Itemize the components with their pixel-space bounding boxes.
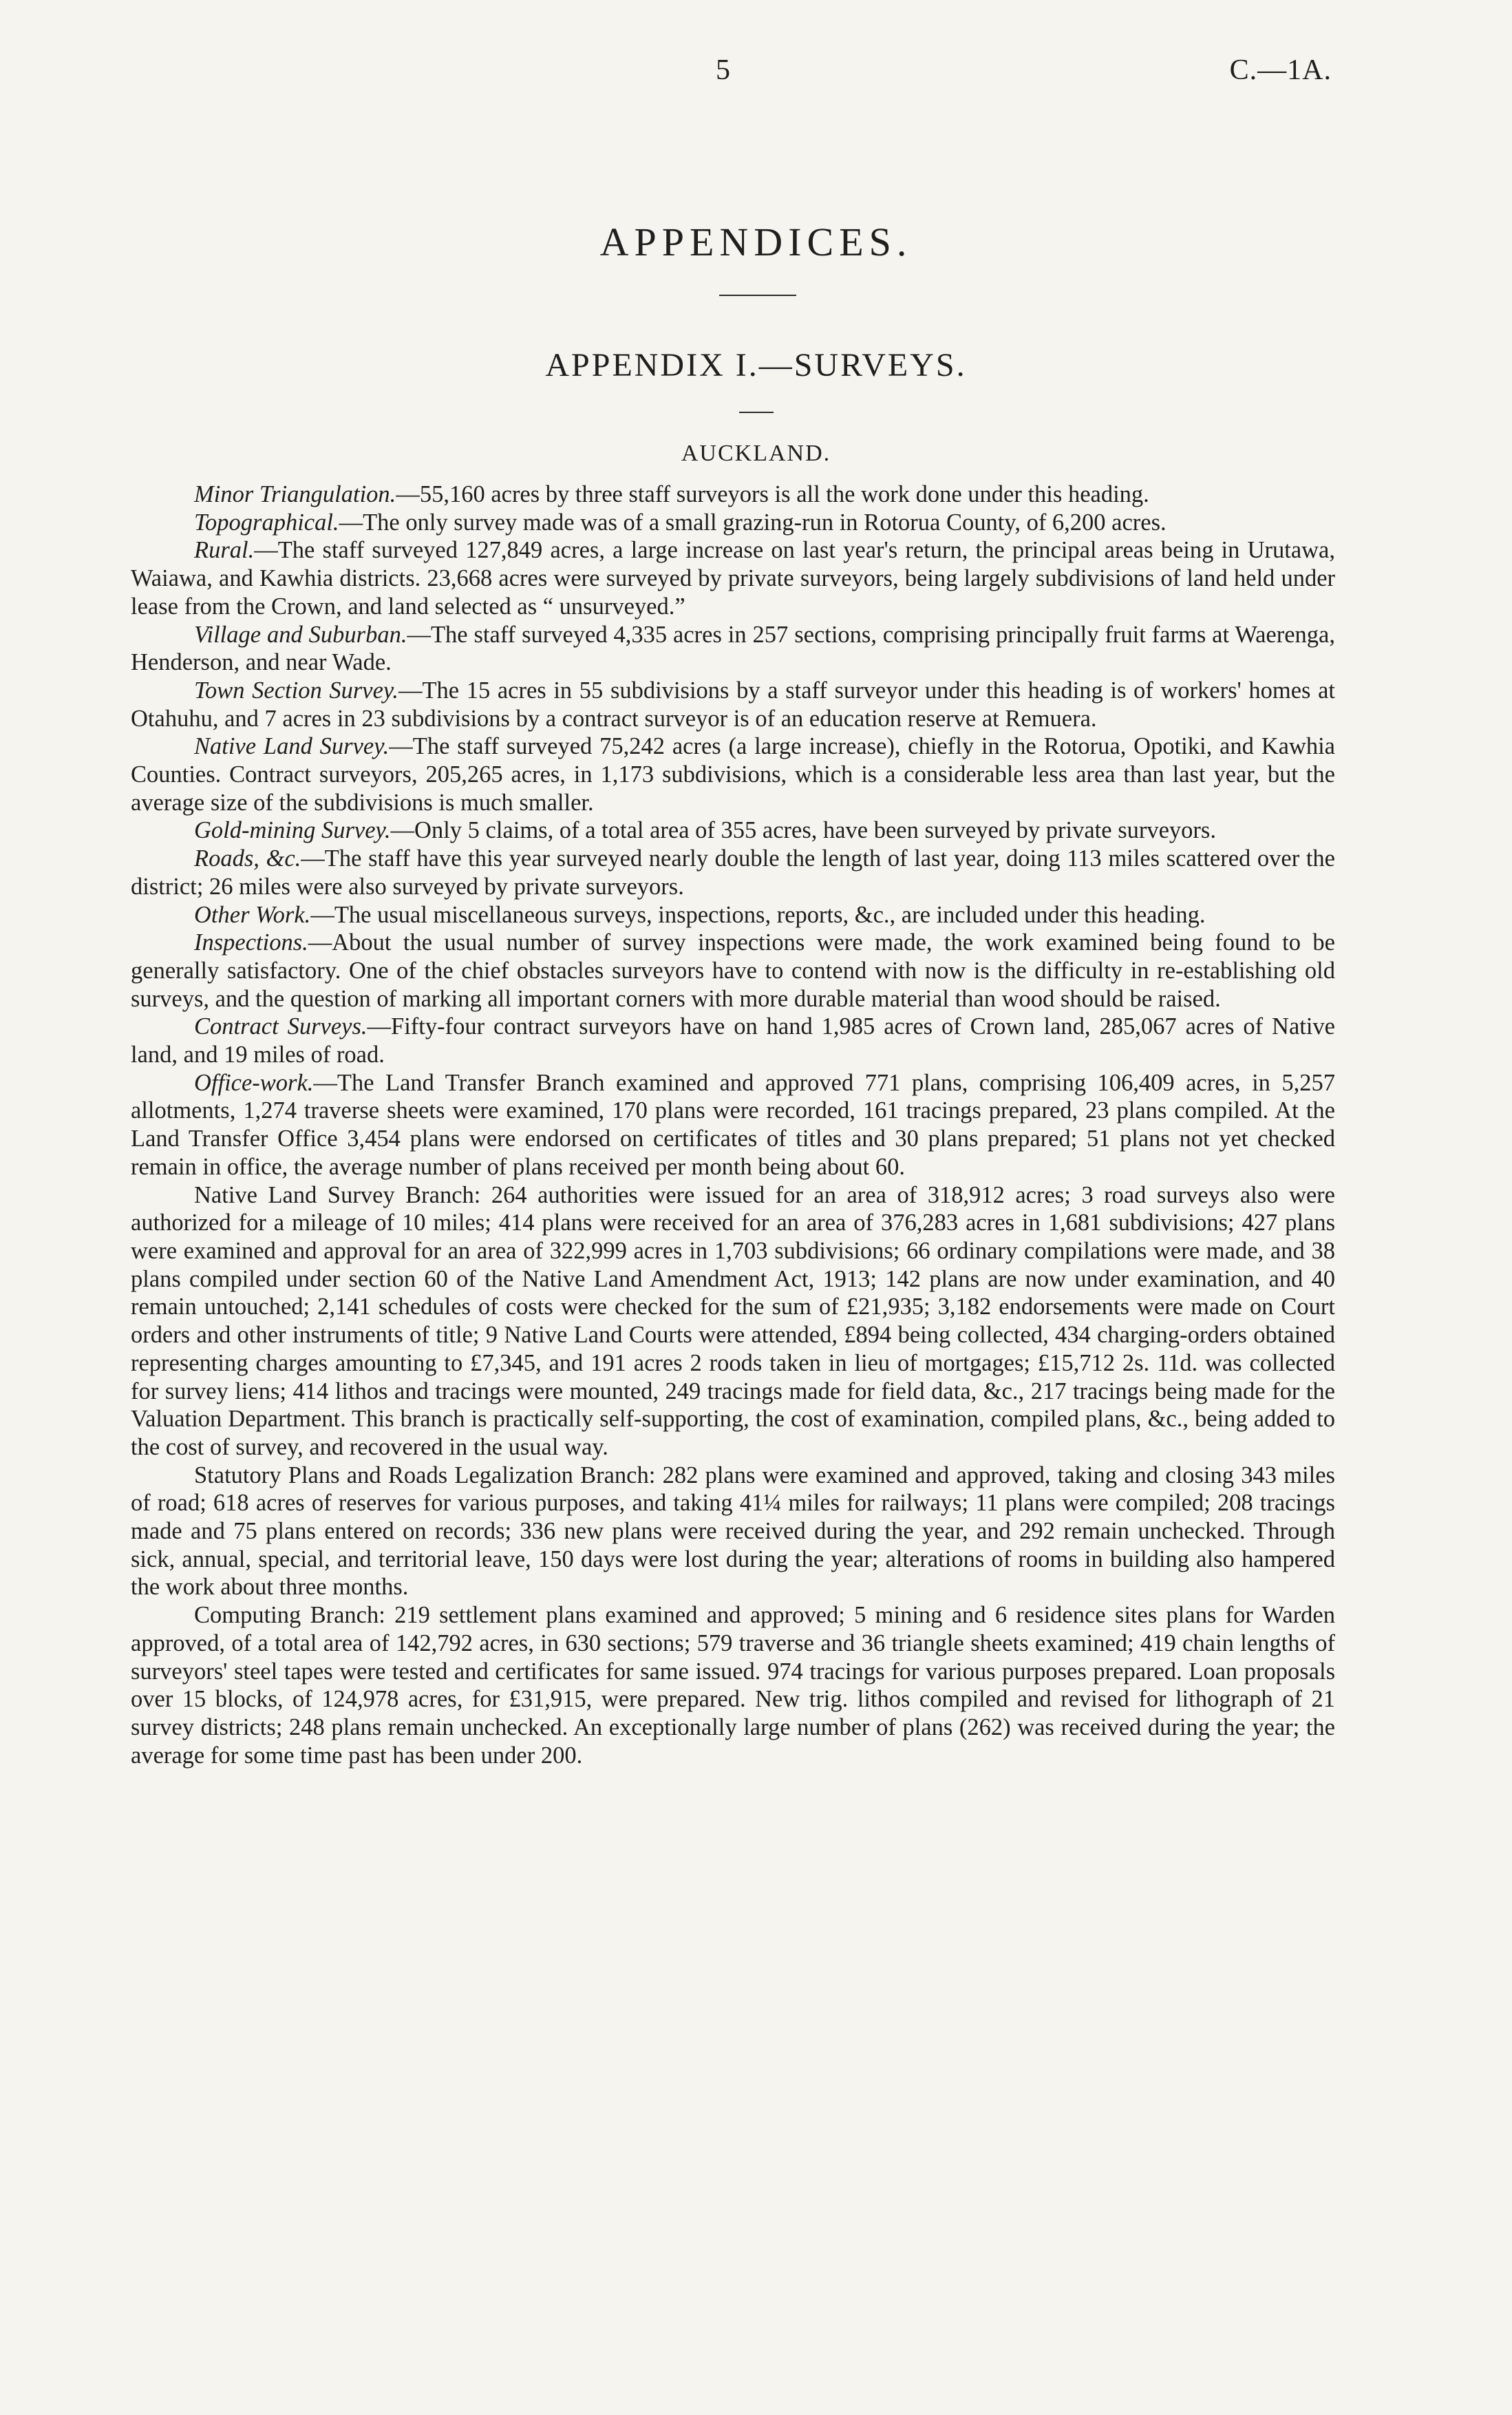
paragraph-village-suburban bbox=[131, 621, 1335, 677]
paragraph-text: —Fifty-four contract surveyors have on hand 1,985 acres of Crown land, 285,067 acres of Native land, and 19 miles of road. bbox=[131, 1013, 1335, 1068]
paragraph-text: —Only 5 claims, of a total area of 355 acres, have been surveyed by private surveyors. bbox=[390, 817, 1216, 844]
paragraph-text: —The staff surveyed 75,242 acres (a large increase), chiefly in the Rotorua, Opotiki, and Kawhia Counties. Contract surveyors, 205,265 acres, in 1,173 subdivisions, which is a considerable less area than last year, but the average size of the subdivisions is much smaller. bbox=[131, 733, 1335, 816]
paragraph-computing-branch bbox=[131, 1601, 1335, 1769]
paragraph-contract-surveys bbox=[131, 1013, 1335, 1068]
paragraph-lead: Roads, &c. bbox=[194, 845, 301, 872]
paragraph-minor-triangulation bbox=[131, 481, 1335, 509]
paragraph-town-section-survey bbox=[131, 677, 1335, 732]
paragraph-lead: Topographical. bbox=[194, 509, 339, 536]
paragraph-other-work bbox=[131, 901, 1335, 929]
paragraph-native-land-survey bbox=[131, 732, 1335, 816]
paper-code: C.—1A. bbox=[1229, 54, 1332, 86]
paragraph-lead: Town Section Survey. bbox=[194, 677, 398, 704]
paragraph-text: —The 15 acres in 55 subdivisions by a staff surveyor under this heading is of workers' homes at Otahuhu, and 7 acres in 23 subdivisions by a contract surveyor is of an education reserve at Remuera. bbox=[131, 677, 1335, 732]
paragraph-lead: Inspections. bbox=[194, 929, 308, 956]
paragraph-lead: Other Work. bbox=[194, 901, 311, 928]
paragraph-text: Computing Branch: 219 settlement plans examined and approved; 5 mining and 6 residence sites plans for Warden approved, of a total area of 142,792 acres, in 630 sections; 579 traverse and 36 triangle sheets examined; 419 chain lengths of surveyors' steel tapes were tested and certificates for same issued. 974 tracings for various purposes prepared. Loan proposals over 15 blocks, of 124,978 acres, for £31,915, were prepared. New trig. lithos compiled and revised for lithograph of 21 survey districts; 248 plans remain unchecked. An exceptionally large number of plans (262) was received during the year; the average for some time past has been under 200. bbox=[131, 1602, 1335, 1769]
paragraph-inspections bbox=[131, 929, 1335, 1013]
paragraph-lead: Rural. bbox=[194, 537, 255, 564]
paragraph-gold-mining-survey bbox=[131, 816, 1335, 845]
paragraph-text: —About the usual number of survey inspections were made, the work examined being found to be generally satisfactory. One of the chief obstacles surveyors have to contend with now is the difficulty in re-establishing old surveys, and the question of marking all important corners with more durable material than wood should be raised. bbox=[131, 929, 1335, 1012]
paragraph-lead: Village and Suburban. bbox=[194, 621, 407, 648]
paragraph-text: —The only survey made was of a small grazing-run in Rotorua County, of 6,200 acres. bbox=[339, 509, 1167, 536]
paragraph-text: —The usual miscellaneous surveys, inspections, reports, &c., are included under this heading. bbox=[310, 901, 1206, 928]
main-title: APPENDICES. bbox=[599, 220, 913, 264]
divider-rule bbox=[719, 295, 796, 296]
paragraph-text: Native Land Survey Branch: 264 authorities were issued for an area of 318,912 acres; 3 road surveys also were authorized for a mileage of 10 miles; 414 plans were received for an area of 376,283 acres in 1,681 subdivisions; 427 plans were examined and approval for an area of 322,999 acres in 1,703 subdivisions; 66 ordinary compilations were made, and 38 plans compiled under section 60 of the Native Land Amendment Act, 1913; 142 plans are now under examination, and 40 remain untouched; 2,141 schedules of costs were checked for the sum of £21,935; 3,182 endorsements were made on Court orders and other instruments of title; 9 Native Land Courts were attended, £894 being collected, 434 charging-orders obtained representing charges amounting to £7,345, and 191 acres 2 roods taken in lieu of mortgages; £15,712 2s. 11d. was collected for survey liens; 414 lithos and tracings were mounted, 249 tracings made for field data, &c., 217 tracings being made for the Valuation Department. This branch is practically self-supporting, the cost of examination, compiled plans, &c., being added to the cost of survey, and recovered in the usual way. bbox=[131, 1181, 1335, 1460]
paragraph-lead: Office-work. bbox=[194, 1069, 314, 1096]
paragraph-topographical bbox=[131, 509, 1335, 537]
paragraph-text: —The staff surveyed 4,335 acres in 257 sections, comprising principally fruit farms at Waerenga, Henderson, and near Wade. bbox=[131, 621, 1335, 676]
paragraph-statutory-plans-branch bbox=[131, 1462, 1335, 1602]
paragraph-lead: Gold-mining Survey. bbox=[194, 817, 391, 844]
divider-rule-short bbox=[739, 412, 774, 413]
appendix-title: APPENDIX I.—SURVEYS. bbox=[545, 347, 967, 383]
body-text bbox=[131, 481, 1335, 1769]
paragraph-text: —The Land Transfer Branch examined and approved 771 plans, comprising 106,409 acres, in 5,257 allotments, 1,274 traverse sheets were examined, 170 plans were recorded, 161 tracings prepared, 23 plans compiled. At the Land Transfer Office 3,454 plans were endorsed on certificates of titles and 30 plans prepared; 51 plans not yet checked remain in office, the average number of plans received per month being about 60. bbox=[131, 1069, 1335, 1180]
paragraph-native-land-survey-branch bbox=[131, 1181, 1335, 1462]
paragraph-text: Statutory Plans and Roads Legalization Branch: 282 plans were examined and approved, taking and closing 343 miles of road; 618 acres of reserves for various purposes, and taking 41¼ miles for railways; 11 plans were compiled; 208 tracings made and 75 plans entered on records; 336 new plans were received during the year, and 292 remain unchecked. Through sick, annual, special, and territorial leave, 150 days were lost during the year; alterations of rooms in building also hampered the work about three months. bbox=[131, 1462, 1335, 1601]
paragraph-office-work bbox=[131, 1069, 1335, 1181]
paragraph-roads bbox=[131, 845, 1335, 900]
region-heading: AUCKLAND. bbox=[681, 441, 831, 466]
paragraph-rural bbox=[131, 536, 1335, 620]
page-number: 5 bbox=[716, 54, 730, 86]
paragraph-lead: Native Land Survey. bbox=[194, 733, 390, 760]
paragraph-text: —The staff have this year surveyed nearly double the length of last year, doing 113 miles scattered over the district; 26 miles were also surveyed by private surveyors. bbox=[131, 845, 1335, 900]
paragraph-text: —The staff surveyed 127,849 acres, a large increase on last year's return, the principal areas being in Urutawa, Waiawa, and Kawhia districts. 23,668 acres were surveyed by private surveyors, being largely subdivisions of land held under lease from the Crown, and land selected as “ unsurveyed.” bbox=[131, 537, 1335, 620]
paragraph-text: —55,160 acres by three staff surveyors is all the work done under this heading. bbox=[396, 481, 1149, 507]
paragraph-lead: Contract Surveys. bbox=[194, 1013, 368, 1040]
paragraph-lead: Minor Triangulation. bbox=[194, 481, 396, 507]
